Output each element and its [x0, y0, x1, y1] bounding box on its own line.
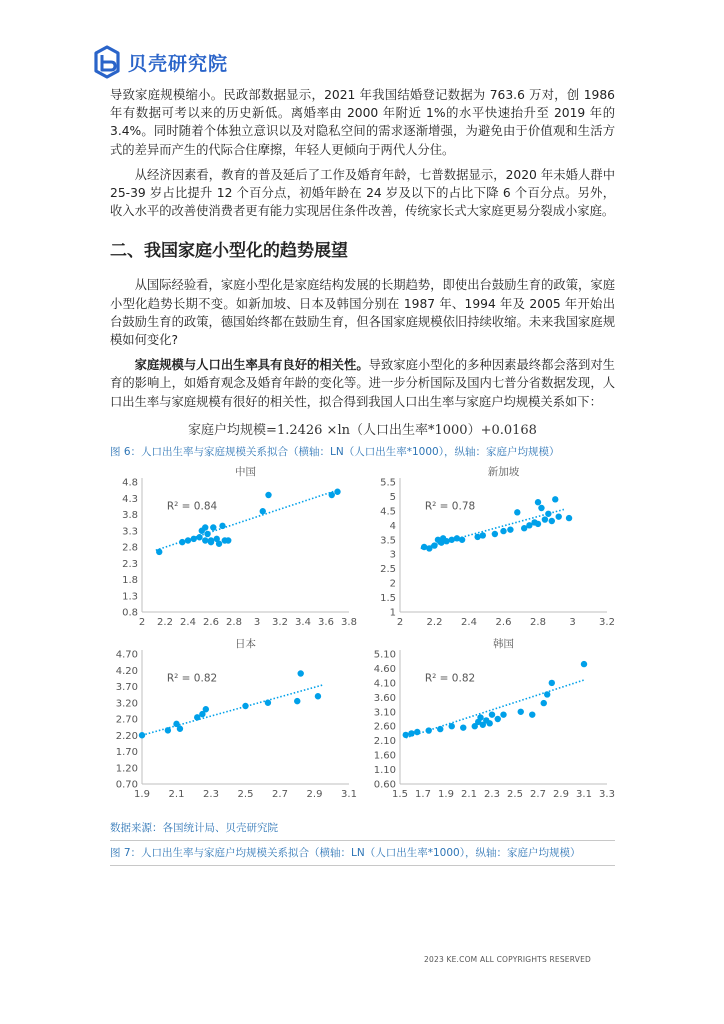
chart-grid — [110, 464, 615, 820]
r-squared-label: R² = 0.78 — [424, 500, 476, 513]
data-point — [437, 726, 443, 732]
y-tick-label: 1.20 — [115, 763, 138, 775]
x-tick-label: 3.2 — [599, 616, 615, 628]
x-tick-label: 3.1 — [576, 788, 592, 800]
data-point — [549, 680, 555, 686]
chart-title: 新加坡 — [487, 465, 520, 478]
x-tick-label: 2 — [396, 616, 404, 628]
paragraph-4 — [110, 356, 615, 411]
data-point — [552, 496, 558, 502]
y-tick-label: 0.8 — [122, 607, 138, 619]
chart-korea-svg — [368, 636, 613, 808]
data-point — [541, 700, 547, 706]
y-tick-label: 3 — [389, 549, 396, 561]
y-tick-label: 1.8 — [122, 574, 138, 586]
data-point — [529, 711, 535, 717]
x-tick-label: 2.5 — [237, 788, 254, 800]
data-point — [500, 528, 506, 534]
data-point — [566, 515, 572, 521]
data-point — [225, 537, 231, 543]
data-point — [191, 536, 197, 542]
figure-6-caption: 图 6：人口出生率与家庭规模关系拟合（横轴：LN（人口出生率*1000），纵轴：家庭户均规模） — [110, 445, 560, 458]
x-tick-label: 3.2 — [272, 616, 288, 628]
data-point — [538, 505, 544, 511]
data-point — [408, 730, 414, 736]
r-squared-label: R² = 0.82 — [424, 672, 476, 685]
x-tick-label: 3.8 — [341, 616, 357, 628]
y-tick-label: 3.5 — [380, 535, 396, 547]
data-point — [204, 531, 210, 537]
data-source: 数据来源：各国统计局、贝壳研究院 — [110, 821, 278, 834]
data-point — [535, 499, 541, 505]
data-point — [459, 536, 465, 542]
data-point — [518, 708, 524, 714]
y-tick-label: 3.20 — [115, 698, 138, 710]
x-tick-label: 2.3 — [484, 788, 500, 800]
data-point — [315, 693, 321, 699]
y-tick-label: 5 — [389, 491, 396, 503]
data-point — [139, 732, 145, 738]
data-point — [185, 537, 191, 543]
data-point — [242, 703, 248, 709]
r-squared-label: R² = 0.84 — [166, 500, 218, 513]
x-tick-label: 3 — [569, 616, 576, 628]
x-tick-label: 3.6 — [318, 616, 334, 628]
chart-china — [110, 464, 355, 636]
data-point — [487, 720, 493, 726]
paragraph-4-rest: 导致家庭小型化的多种因素最终都会落到对生育的影响上，如婚育观念及婚育年龄的变化等。进一步分析国际及国内七普分省数据发现，人口出生率与家庭规模有很好的相关性，拟合得到我国人口出生率与家庭户均规模关系如下： — [110, 358, 615, 409]
data-point — [329, 492, 335, 498]
x-tick-label: 3.1 — [341, 788, 357, 800]
x-tick-label: 2.9 — [306, 788, 323, 800]
x-tick-label: 2.2 — [426, 616, 443, 628]
x-tick-label: 2.1 — [168, 788, 185, 800]
data-point — [477, 714, 483, 720]
ke-logo-icon — [92, 45, 122, 79]
y-tick-label: 3.60 — [373, 692, 396, 704]
data-point — [179, 539, 185, 545]
x-tick-label: 2.8 — [530, 616, 546, 628]
y-tick-label: 2.70 — [115, 714, 138, 726]
x-tick-label: 3 — [253, 616, 261, 628]
y-tick-label: 2.8 — [122, 542, 138, 554]
y-tick-label: 2.5 — [380, 564, 396, 576]
y-tick-label: 4.20 — [115, 665, 138, 677]
chart-title: 韩国 — [493, 637, 514, 650]
data-point — [156, 549, 162, 555]
footer-copyright: 2023 KE.COM ALL COPYRIGHTS RESERVED — [424, 955, 591, 964]
data-point — [208, 539, 214, 545]
data-point — [196, 534, 202, 540]
chart-singapore — [368, 464, 613, 636]
chart-japan — [110, 636, 355, 808]
chart-title: 日本 — [235, 637, 256, 650]
data-point — [265, 699, 271, 705]
data-point — [165, 727, 171, 733]
data-point — [431, 542, 437, 548]
data-point — [581, 661, 587, 667]
x-tick-label: 2.1 — [461, 788, 477, 800]
y-tick-label: 4.70 — [115, 649, 138, 661]
x-tick-label: 2.6 — [203, 616, 219, 628]
divider — [110, 840, 615, 841]
data-point — [294, 698, 300, 704]
data-point — [449, 723, 455, 729]
y-tick-label: 3.10 — [373, 707, 396, 719]
data-point — [210, 524, 216, 530]
y-tick-label: 3.70 — [115, 681, 138, 693]
x-tick-label: 2.3 — [203, 788, 219, 800]
x-tick-label: 2.8 — [226, 616, 242, 628]
x-tick-label: 1.9 — [438, 788, 454, 800]
data-point — [495, 716, 501, 722]
y-tick-label: 2.10 — [373, 736, 396, 748]
chart-korea — [368, 636, 613, 808]
y-tick-label: 1.60 — [373, 750, 396, 762]
y-tick-label: 1.3 — [122, 591, 138, 603]
y-tick-label: 1.70 — [115, 746, 138, 758]
data-point — [556, 513, 562, 519]
data-point — [260, 508, 266, 514]
data-point — [514, 509, 520, 515]
x-tick-label: 2.4 — [461, 616, 477, 628]
x-tick-label: 2.9 — [553, 788, 569, 800]
data-point — [460, 724, 466, 730]
y-tick-label: 4.3 — [122, 493, 138, 505]
paragraph-2: 从经济因素看，教育的普及延后了工作及婚育年龄，七普数据显示，2020 年未婚人群中 25-39 岁占比提升 12 个百分点，初婚年龄在 24 岁及以下的占比下降 6 个百分点。另外，收入水平的改善使消费者更有能力实现居住条件改善，传统家长式大家庭更易分裂成小家庭。 — [110, 167, 615, 219]
figure-7-caption: 图 7：人口出生率与家庭户均规模关系拟合（横轴：LN（人口出生率*1000），纵轴：家庭户均规模） — [110, 846, 581, 859]
data-point — [265, 492, 271, 498]
x-tick-label: 2.2 — [157, 616, 173, 628]
data-point — [500, 711, 506, 717]
x-tick-label: 2.7 — [272, 788, 288, 800]
data-point — [544, 691, 550, 697]
y-tick-label: 4.8 — [122, 477, 138, 489]
y-tick-label: 4.10 — [373, 678, 396, 690]
y-tick-label: 2.20 — [115, 730, 138, 742]
data-point — [177, 725, 183, 731]
chart-japan-svg — [110, 636, 355, 808]
section-heading: 二、我国家庭小型化的趋势展望 — [110, 241, 348, 262]
y-tick-label: 5.5 — [380, 477, 396, 489]
y-tick-label: 1 — [389, 607, 396, 619]
y-tick-label: 4 — [389, 520, 396, 532]
paragraph-1: 导致家庭规模缩小。民政部数据显示，2021 年我国结婚登记数据为 763.6 万对，创 1986 年有数据可考以来的历史新低。离婚率由 2000 年附近 1%的水平快速抬升至 2019 年的 3.4%。同时随着个体独立意识以及对隐私空间的需求逐渐增强，为避免由于价值观和生活方式的差异而产生的代际合住摩擦，年轻人更倾向于两代人分住。 — [110, 88, 615, 157]
y-tick-label: 1.10 — [373, 764, 396, 776]
data-point — [203, 706, 209, 712]
data-point — [426, 727, 432, 733]
y-tick-label: 0.70 — [115, 779, 138, 791]
x-tick-label: 1.5 — [392, 788, 408, 800]
y-tick-label: 4.60 — [373, 663, 396, 675]
x-tick-label: 2.4 — [180, 616, 196, 628]
x-tick-label: 2.6 — [495, 616, 512, 628]
y-tick-label: 1.5 — [380, 592, 396, 604]
y-tick-label: 3.3 — [122, 526, 138, 538]
paragraph-4-bold: 家庭规模与人口出生率具有良好的相关性。 — [134, 358, 369, 373]
data-point — [202, 537, 208, 543]
data-point — [202, 524, 208, 530]
x-tick-label: 3.4 — [295, 616, 311, 628]
y-tick-label: 2 — [389, 578, 396, 590]
paragraph-3: 从国际经验看，家庭小型化是家庭结构发展的长期趋势，即使出台鼓励生育的政策，家庭小型化趋势长期不变。如新加坡、日本及韩国分别在 1987 年、1994 年及 2005 年开始出台鼓励生育的政策，德国始终都在鼓励生育，但各国家庭规模依旧持续收缩。未来我国家庭规模如何变化? — [110, 278, 615, 348]
data-point — [216, 540, 222, 546]
data-point — [403, 732, 409, 738]
data-point — [489, 711, 495, 717]
logo-text: 贝壳研究院 — [128, 52, 229, 75]
x-tick-label: 1.7 — [415, 788, 431, 800]
data-point — [334, 488, 340, 494]
trend-line — [406, 680, 584, 738]
data-point — [507, 526, 513, 532]
y-tick-label: 3.8 — [122, 509, 138, 521]
data-point — [298, 670, 304, 676]
data-point — [535, 521, 541, 527]
x-tick-label: 2.5 — [507, 788, 523, 800]
regression-formula: 家庭户均规模=1.2426 ×ln（人口出生率*1000）+0.0168 — [188, 422, 537, 438]
x-tick-label: 3.3 — [599, 788, 615, 800]
x-tick-label: 1.9 — [134, 788, 150, 800]
r-squared-label: R² = 0.82 — [166, 672, 218, 685]
data-point — [545, 510, 551, 516]
chart-china-svg — [110, 464, 355, 636]
data-point — [414, 729, 420, 735]
data-point — [480, 532, 486, 538]
document-body — [110, 86, 615, 866]
x-tick-label: 2 — [138, 616, 146, 628]
data-point — [542, 516, 548, 522]
x-tick-label: 2.7 — [530, 788, 546, 800]
y-tick-label: 4.5 — [380, 506, 396, 518]
chart-singapore-svg — [368, 464, 613, 636]
chart-title: 中国 — [235, 465, 256, 478]
data-point — [492, 531, 498, 537]
data-point — [219, 523, 225, 529]
y-tick-label: 0.60 — [373, 779, 396, 791]
divider-bottom — [110, 865, 615, 866]
y-tick-label: 2.3 — [122, 558, 138, 570]
y-tick-label: 5.10 — [373, 649, 396, 661]
brand-logo — [92, 44, 228, 80]
data-point — [549, 518, 555, 524]
y-tick-label: 2.60 — [373, 721, 396, 733]
